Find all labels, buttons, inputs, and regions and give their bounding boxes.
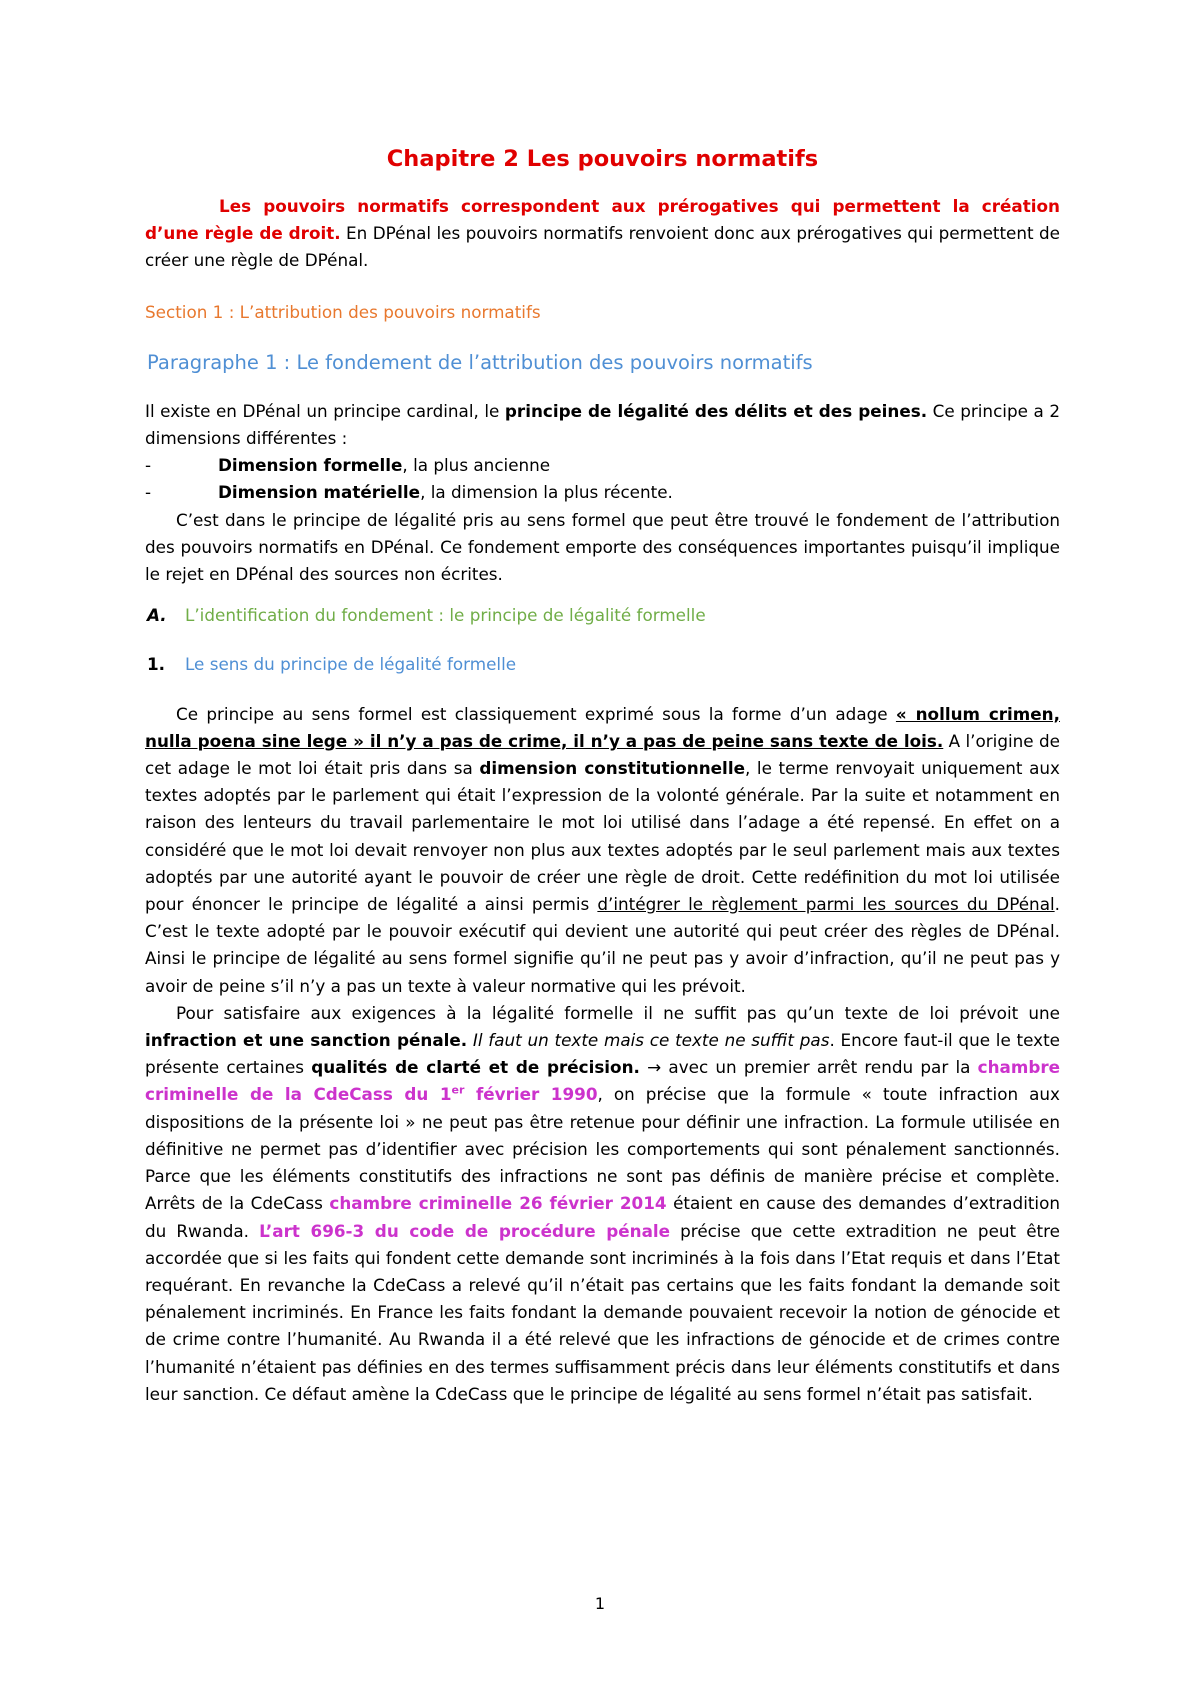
text-run: A l’origine de cet adage le mot loi était pris dans sa — [145, 730, 1060, 779]
subheading-1-text: Le sens du principe de légalité formelle — [185, 654, 517, 675]
text-run: , on précise que la formule « toute infraction aux dispositions de la présente loi » ne peut pas être retenue pour définir une infraction. La formule utilisée en définitive ne permet pas d’identifier avec précision les comportements qui sont pénalement sanctionnés. Parce que les éléments constitutifs des infractions ne sont pas définis de manière précise et complète. Arrêts de la CdeCass — [145, 1084, 1060, 1214]
page-number: 1 — [594, 1594, 606, 1613]
subheading-1 — [147, 651, 1060, 678]
bold-term: qualités de clarté et de précision. — [311, 1057, 640, 1078]
text-run: Pour satisfaire aux exigences à la légalité formelle il ne suffit pas qu’un texte de loi prévoit une — [176, 1002, 1060, 1023]
page-content — [145, 144, 1060, 1408]
bold-term: dimension constitutionnelle — [479, 758, 745, 779]
subheading-1-label: 1. — [147, 654, 166, 675]
list-dash: - — [145, 455, 152, 476]
case-superscript: er — [451, 1083, 465, 1097]
text-run: Il existe en DPénal un principe cardinal, le — [145, 400, 505, 421]
underlined-phrase: d’intégrer le règlement parmi les sources du DPénal — [597, 894, 1055, 915]
intro-rest: En DPénal les pouvoirs normatifs renvoient donc aux prérogatives qui permettent de créer une règle de DPénal. — [145, 223, 1060, 271]
list-item — [145, 452, 1060, 479]
formal-legality-paragraph — [145, 701, 1060, 1000]
section-heading: Section 1 : L’attribution des pouvoirs normatifs — [145, 301, 541, 322]
list-dash: - — [145, 482, 152, 503]
text-run: précise que cette extradition ne peut être accordée que si les faits qui fondent cette demande sont incriminés à la fois dans l’Etat requis et dans l’Etat requérant. En revanche la CdeCass a relevé qu’il n’était pas certains que les faits fondant la demande soit pénalement incriminés. En France les faits fondant la demande pouvaient recevoir la notion de génocide et de crime contre l’humanité. Au Rwanda il a été relevé que les infractions de génocide et de crimes contre l’humanité n’étaient pas définies en des termes suffisamment précis dans leur éléments constitutifs et dans leur sanction. Ce défaut amène la CdeCass que le principe de légalité au sens formel n’était pas satisfait. — [145, 1220, 1060, 1404]
text-run: Ce principe au sens formel est classiquement exprimé sous la forme d’un adage — [176, 703, 896, 724]
subheading-a-label: A. — [147, 605, 167, 626]
case-text: chambre criminelle de la CdeCass du 1 — [145, 1057, 1060, 1105]
principle-paragraph — [145, 398, 1060, 452]
subheading-a-text: L’identification du fondement : le principe de légalité formelle — [185, 605, 706, 626]
case-text: février 1990 — [464, 1084, 598, 1105]
list-item-term: Dimension matérielle — [218, 482, 421, 503]
subheading-a — [147, 602, 1060, 629]
intro-paragraph — [145, 193, 1060, 275]
dimensions-list — [145, 452, 1060, 506]
list-item — [145, 479, 1060, 506]
foundation-paragraph: C’est dans le principe de légalité pris au sens formel que peut être trouvé le fondement de l’attribution des pouvoirs normatifs en DPénal. Ce fondement emporte des conséquences importantes puisqu’il implique le rejet en DPénal des sources non écrites. — [145, 509, 1060, 585]
clarity-paragraph — [145, 1000, 1060, 1408]
text-run: . C’est le texte adopté par le pouvoir exécutif qui devient une autorité qui peut créer des règles de DPénal. Ainsi le principe de légalité au sens formel signifie qu’il ne peut pas y avoir d’infraction, qu’il ne peut pas y avoir de peine s’il n’y a pas un texte à valeur normative qui les prévoit. — [145, 894, 1060, 996]
principle-name: principe de légalité des délits et des peines. — [504, 400, 928, 421]
italic-phrase: Il faut un texte mais ce texte ne suffit pas — [467, 1030, 830, 1051]
list-item-text: , la dimension la plus récente. — [420, 482, 673, 503]
list-item-text: , la plus ancienne — [402, 455, 551, 476]
intro-definition: Les pouvoirs normatifs correspondent aux prérogatives qui permettent la création d’une règle de droit. — [145, 196, 1060, 244]
text-run: . Encore faut-il que le texte présente certaines — [145, 1030, 1060, 1078]
adage-quote: « nollum crimen, nulla poena sine lege » il n’y a pas de crime, il n’y a pas de peine sans texte de lois. — [145, 703, 1060, 751]
text-run: étaient en cause des demandes d’extradition du Rwanda. — [145, 1193, 1060, 1241]
text-run: Ce principe a 2 dimensions différentes : — [145, 400, 1060, 449]
code-article-reference: L’art 696-3 du code de procédure pénale — [259, 1220, 671, 1241]
case-reference-2014: chambre criminelle 26 février 2014 — [329, 1193, 667, 1214]
text-run: , le terme renvoyait uniquement aux textes adoptés par le parlement qui était l’expression de la volonté générale. Par la suite et notamment en raison des lenteurs du travail parlementaire le mot loi utilisé dans l’adage a été repensé. En effet on a considéré que le mot loi devait renvoyer non plus aux textes adoptés par le seul parlement mais aux textes adoptés par une autorité ayant le pouvoir de créer une règle de droit. Cette redéfinition du mot loi utilisée pour énoncer le principe de légalité a ainsi permis — [145, 758, 1060, 915]
chapter-title: Chapitre 2 Les pouvoirs normatifs — [386, 146, 819, 172]
list-item-term: Dimension formelle — [218, 455, 403, 476]
paragraph-heading: Paragraphe 1 : Le fondement de l’attribution des pouvoirs normatifs — [147, 350, 813, 374]
bold-term: infraction et une sanction pénale. — [145, 1030, 468, 1051]
text-run: → avec un premier arrêt rendu par la — [639, 1057, 978, 1078]
